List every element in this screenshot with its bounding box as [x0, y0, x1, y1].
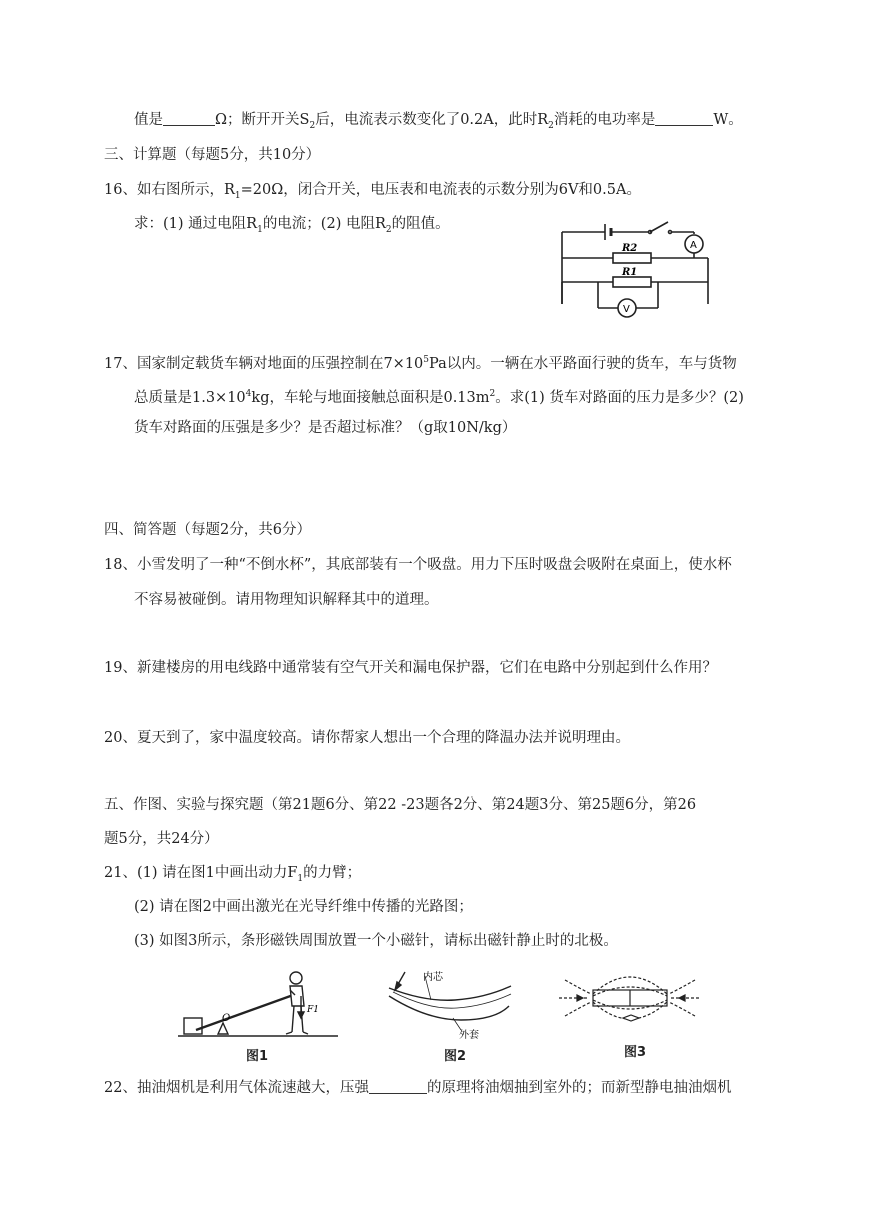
answer-blank[interactable] [655, 111, 713, 126]
r1-label: R1 [622, 267, 638, 278]
pivot-label: O [222, 1013, 231, 1024]
question-21: 21、(1) 请在图1中画出动力$F_1$的力臂； [104, 865, 362, 884]
question-17: 17、国家制定载货车辆对地面的压强控制在$7\times 10^5Pa$以内。一辆在水平路面行驶的货车，车与货物 [104, 355, 737, 372]
question-21-part2: (2) 请在图2中画出激光在光导纤维中传播的光路图； [134, 899, 473, 915]
section-5-heading: 五、作图、实验与探究题（第21题6分、第22 -23题各2分、第24题3分、第25题6分，第26 [104, 797, 697, 813]
figure-3-bar-magnet [555, 966, 705, 1038]
question-22: 22、抽油烟机是利用气体流速越大，压强 的原理将油烟抽到室外的；而新型静电抽油烟机 [104, 1080, 732, 1096]
question-19: 19、新建楼房的用电线路中通常装有空气开关和漏电保护器，它们在电路中分别起到什么作用？ [104, 660, 717, 676]
figure-1-lever [178, 968, 338, 1040]
question-21-part3: (3) 如图3所示，条形磁铁周围放置一个小磁针，请标出磁针静止时的北极。 [134, 933, 618, 949]
answer-blank[interactable] [163, 111, 215, 126]
figure-2-caption: 图2 [444, 1049, 467, 1064]
question-16: 16、如右图所示，$R_1=20\Omega$，闭合开关，电压表和电流表的示数分别为6V和0.5A。 [104, 182, 641, 201]
question-18: 18、小雪发明了一种“不倒水杯”，其底部装有一个吸盘。用力下压时吸盘会吸附在桌面上，使水杯 [104, 557, 732, 573]
core-label: 内芯 [423, 972, 443, 983]
figure-1-caption: 图1 [246, 1049, 269, 1064]
figure-2-optical-fiber [385, 966, 515, 1042]
section-5-heading-line2: 题5分，共24分） [104, 831, 219, 847]
ammeter-label: A [690, 240, 697, 251]
voltmeter-label: V [623, 304, 630, 315]
question-20: 20、夏天到了，家中温度较高。请你帮家人想出一个合理的降温办法并说明理由。 [104, 730, 630, 746]
question-16-ask: 求：(1) 通过电阻$R_1$的电流；(2) 电阻$R_2$的阻值。 [134, 216, 450, 235]
force-label: F1 [307, 1005, 319, 1015]
question-17-line3: 货车对路面的压强是多少？是否超过标准？（g取10N/kg） [134, 420, 517, 436]
sheath-label: 外套 [459, 1030, 479, 1041]
q15-tail: 值是 Ω；断开开关$S_2$后，电流表示数变化了0.2A，此时$R_2$消耗的电功率是 W。 [134, 112, 743, 131]
section-4-heading: 四、简答题（每题2分，共6分） [104, 522, 311, 538]
figure-3-caption: 图3 [624, 1045, 647, 1060]
question-17-line2: 总质量是$1.3\times 10^4kg$，车轮与地面接触总面积是$0.13m^2$。求(1) 货车对路面的压力是多少？(2) [134, 389, 744, 406]
question-18-line2: 不容易被碰倒。请用物理知识解释其中的道理。 [134, 592, 439, 608]
section-3-heading: 三、计算题（每题5分，共10分） [104, 147, 321, 163]
circuit-diagram [550, 218, 720, 324]
answer-blank[interactable] [369, 1079, 427, 1094]
r2-label: R2 [622, 243, 638, 254]
